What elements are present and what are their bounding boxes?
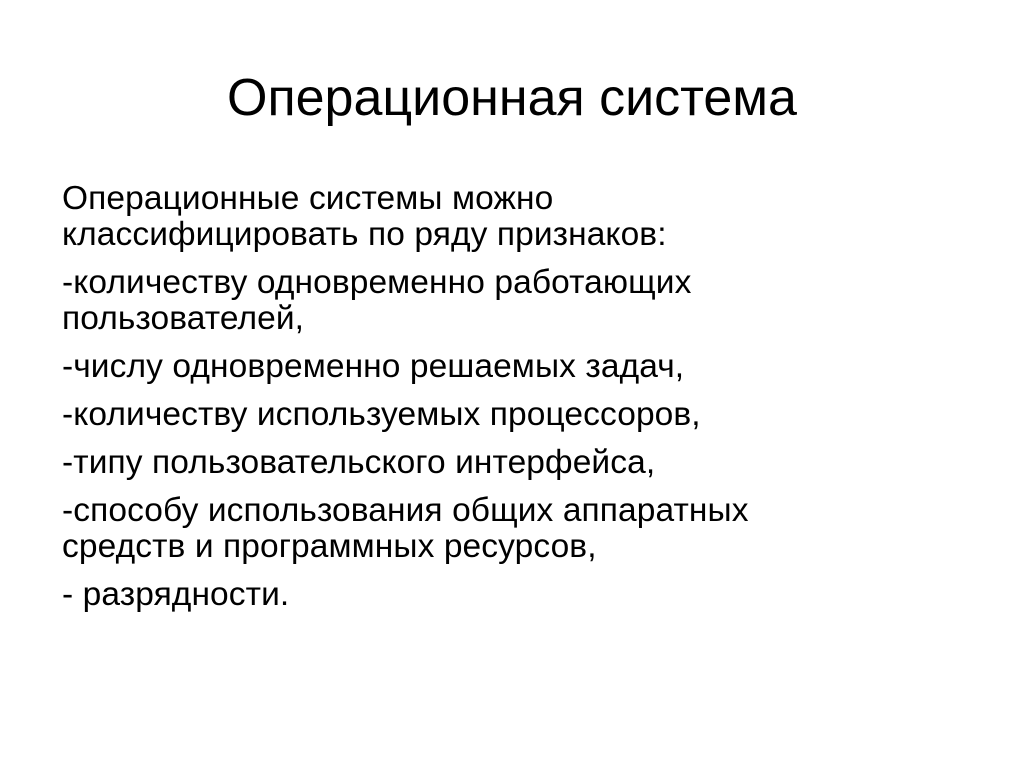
paragraph-intro	[62, 181, 962, 253]
list-item-processors	[62, 397, 962, 433]
list-item-interface	[62, 445, 962, 481]
paragraph-line: -способу использования общих аппаратных	[62, 492, 749, 529]
list-item-users	[62, 265, 962, 337]
paragraph-line: классифицировать по ряду признаков:	[62, 216, 667, 253]
paragraph-line: Операционные системы можно	[62, 180, 554, 217]
paragraph-line: -типу пользовательского интерфейса,	[62, 444, 656, 481]
paragraph-line: - разрядности.	[62, 576, 290, 613]
paragraph-line: пользователей,	[62, 300, 305, 337]
list-item-tasks	[62, 349, 962, 385]
list-item-resources	[62, 493, 962, 565]
paragraph-line: -количеству используемых процессоров,	[62, 396, 701, 433]
list-item-bitness	[62, 577, 962, 613]
paragraph-line: средств и программных ресурсов,	[62, 528, 597, 565]
slide-body	[62, 181, 962, 625]
paragraph-line: -числу одновременно решаемых задач,	[62, 348, 685, 385]
slide-title: Операционная система	[227, 69, 797, 127]
paragraph-line: -количеству одновременно работающих	[62, 264, 692, 301]
